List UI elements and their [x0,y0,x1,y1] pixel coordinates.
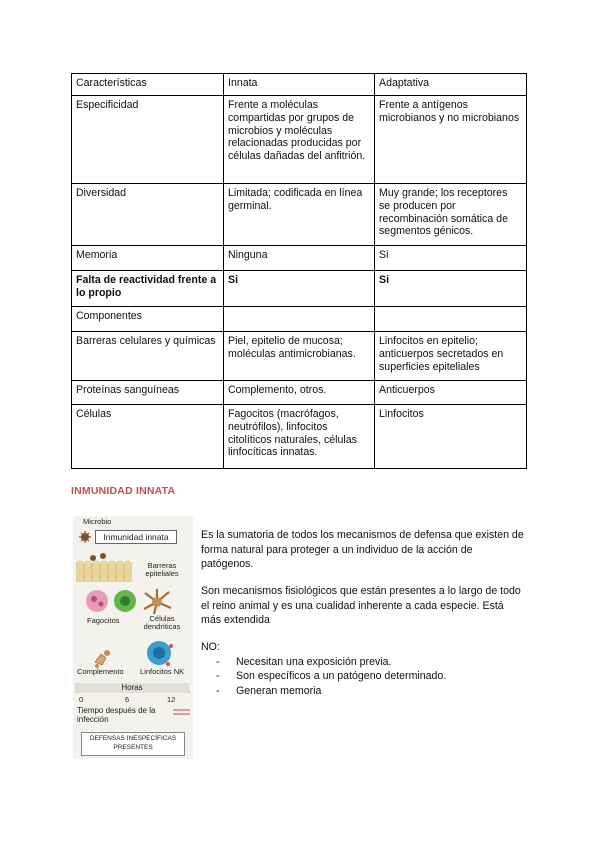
no-list [201,655,526,699]
table-cell: Si [224,271,375,307]
dendritic-label: Células dendríticas [143,614,181,631]
table-row [72,381,527,405]
phagocyte-icon [86,590,108,612]
list-item: - Son específicos a un patógeno determinado. [216,670,447,683]
table-row [72,96,527,184]
comparison-table [71,73,527,469]
paragraph-text: Son mecanismos fisiológicos que están presentes a lo largo de todo el reino animal y es una cualidad inherente a cada especie. Está más extendida [201,585,521,627]
header-caracteristicas: Características [72,74,224,96]
dendritic-cell-icon [114,590,136,612]
microbe-label: Microbio [83,517,112,526]
figure-caption-box [81,732,185,756]
section-title: INMUNIDAD INNATA [71,485,176,497]
table-cell: Si [375,271,527,307]
table-cell: Muy grande; los receptores se producen por recombinación somática de segmentos génicos. [375,184,527,246]
table-cell: Piel, epitelio de mucosa; moléculas antimicrobianas. [224,332,375,381]
table-cell [375,307,527,332]
table-cell: Limitada; codificada en línea germinal. [224,184,375,246]
no-list-block [201,640,526,698]
table-row [72,271,527,307]
table-cell: Especificidad [72,96,224,184]
microbe-icon [79,531,91,543]
body-paragraph-2 [201,584,526,628]
table-cell: Células [72,405,224,469]
table-cell: Fagocitos (macrófagos, neutrófilos), linfocitos citolíticos naturales, células linfocíticas innatas. [224,405,375,469]
table-cell: Diversidad [72,184,224,246]
phagocytes-label: Fagocitos [87,616,120,625]
nk-label: Linfocitos NK [140,667,185,676]
table-cell: Proteínas sanguíneas [72,381,224,405]
barriers-label: Barreras epiteliales [145,561,179,578]
hours-bar [75,683,189,693]
list-item: - Necesitan una exposición previa. [216,655,392,668]
no-label: NO: [201,641,220,653]
nk-cell-icon [147,641,173,666]
table-cell: Linfocitos en epitelio; anticuerpos secretados en superficies epiteliales [375,332,527,381]
paragraph-text: Es la sumatoria de todos los mecanismos de defensa que existen de forma natural para proteger a un individuo de la acción de patógenos. [201,529,524,571]
hours-label: Horas [121,683,143,692]
table-cell: Frente a antígenos microbianos y no microbianos [375,96,527,184]
table-cell: Complemento, otros. [224,381,375,405]
table-cell: Falta de reactividad frente a lo propio [72,271,224,307]
table-row [72,332,527,381]
table-cell: Ninguna [224,246,375,271]
epithelial-barrier-icon [76,553,132,582]
tick-label: 12 [167,695,176,704]
tick-label: 0 [79,695,84,704]
figure-caption: DEFENSAS INESPECÍFICAS PRESENTES [89,735,177,751]
dendritic-branch-icon [144,589,171,614]
table-cell: Barreras celulares y químicas [72,332,224,381]
table-cell: Componentes [72,307,224,332]
table-row [72,405,527,469]
time-label: Tiempo después de la infección [77,706,156,724]
table-row [72,307,527,332]
header-adaptativa: Adaptativa [375,74,527,96]
table-header-row [72,74,527,96]
table-row [72,246,527,271]
tick-label: 6 [125,695,130,704]
complement-icon [95,650,110,668]
table-row [72,184,527,246]
figure-header: Inmunidad innata [103,532,169,542]
innate-immunity-figure [73,516,193,759]
table-cell: Anticuerpos [375,381,527,405]
table-cell [224,307,375,332]
body-paragraph-1 [201,528,526,572]
table-cell: Si [375,246,527,271]
table-cell: Frente a moléculas compartidas por grupos de microbios y moléculas relacionadas producidas por células dañadas del anfitrión. [224,96,375,184]
table-cell: Linfocitos [375,405,527,469]
table-cell: Memoria [72,246,224,271]
complement-label: Complemento [77,667,124,676]
header-innata: Innata [224,74,375,96]
list-item: - Generan memoria [216,684,322,697]
